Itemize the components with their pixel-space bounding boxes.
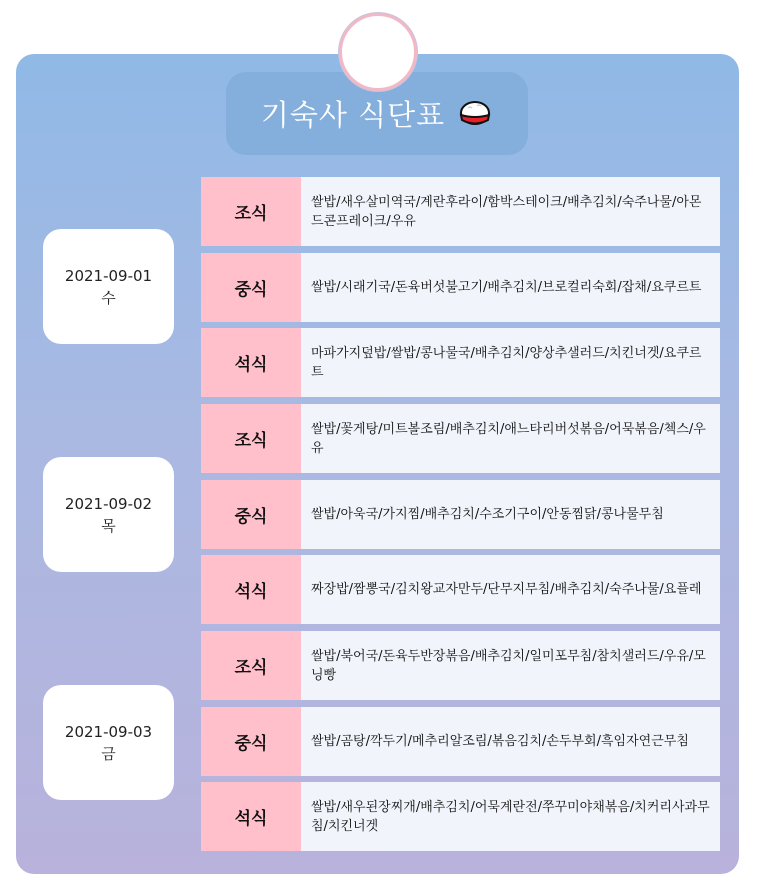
- date-text: 2021-09-02: [64, 494, 153, 513]
- weekday-text: 수: [101, 288, 116, 307]
- meal-menu-text: 마파가지덮밥/쌀밥/콩나물국/배추김치/양상추샐러드/치킨너겟/요쿠르트: [301, 328, 720, 397]
- meal-row-day1-breakfast: [201, 177, 720, 246]
- date-text: 2021-09-03: [64, 722, 153, 741]
- meal-row-day3-dinner: [201, 782, 720, 851]
- weekday-text: 목: [101, 516, 116, 535]
- meal-label-lunch: 중식: [201, 707, 301, 776]
- date-box-day-3: [43, 685, 174, 800]
- meal-menu-text: 쌀밥/북어국/돈육두반장볶음/배추김치/일미포무침/참치샐러드/우유/모닝빵: [301, 631, 720, 700]
- meal-row-day3-breakfast: [201, 631, 720, 700]
- meal-label-lunch: 중식: [201, 253, 301, 322]
- meal-menu-text: 쌀밥/꽃게탕/미트볼조림/배추김치/애느타리버섯볶음/어묵볶음/첵스/우유: [301, 404, 720, 473]
- meal-row-day2-breakfast: [201, 404, 720, 473]
- date-text: 2021-09-01: [64, 266, 153, 285]
- meal-label-breakfast: 조식: [201, 177, 301, 246]
- weekday-text: 금: [101, 744, 116, 763]
- meal-row-day2-lunch: [201, 480, 720, 549]
- top-ring-decoration: [339, 13, 417, 91]
- meal-label-dinner: 석식: [201, 328, 301, 397]
- meal-label-breakfast: 조식: [201, 631, 301, 700]
- meal-label-dinner: 석식: [201, 555, 301, 624]
- meal-menu-text: 쌀밥/아욱국/가지찜/배추김치/수조기구이/안동찜닭/콩나물무침: [301, 480, 720, 549]
- meal-menu-text: 쌀밥/새우살미역국/계란후라이/함박스테이크/배추김치/숙주나물/아몬드콘프레이크/우유: [301, 177, 720, 246]
- meal-menu-text: 쌀밥/새우된장찌개/배추김치/어묵계란전/쭈꾸미야채볶음/치커리사과무침/치킨너겟: [301, 782, 720, 851]
- meal-row-day1-dinner: [201, 328, 720, 397]
- meal-label-dinner: 석식: [201, 782, 301, 851]
- meal-menu-text: 쌀밥/곰탕/깍두기/메추리알조림/볶음김치/손두부회/흑임자연근무침: [301, 707, 720, 776]
- page-title: 기숙사 식단표: [260, 98, 446, 132]
- meal-row-day2-dinner: [201, 555, 720, 624]
- meal-menu-text: 짜장밥/짬뽕국/김치왕교자만두/단무지무침/배추김치/숙주나물/요플레: [301, 555, 720, 624]
- meal-row-day1-lunch: [201, 253, 720, 322]
- rice-bowl-icon: [457, 96, 493, 132]
- date-box-day-2: [43, 457, 174, 572]
- meal-menu-text: 쌀밥/시래기국/돈육버섯불고기/배추김치/브로컬리숙회/잡채/요쿠르트: [301, 253, 720, 322]
- meal-row-day3-lunch: [201, 707, 720, 776]
- meal-label-breakfast: 조식: [201, 404, 301, 473]
- meal-label-lunch: 중식: [201, 480, 301, 549]
- date-box-day-1: [43, 229, 174, 344]
